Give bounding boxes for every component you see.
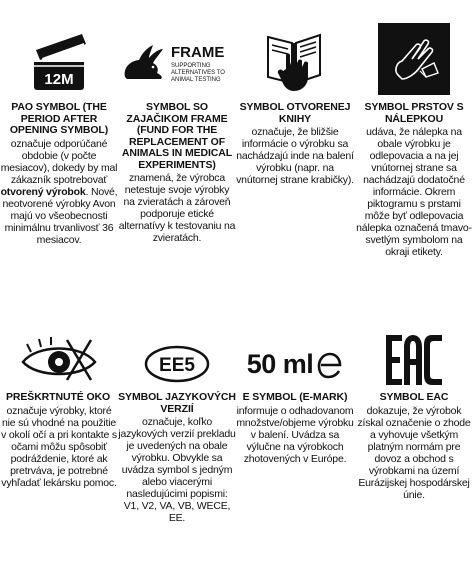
- frame-logo: [118, 26, 236, 98]
- open-book-hand-icon: [236, 26, 354, 98]
- rabbit-icon: [125, 45, 163, 79]
- pao-description: označuje odporúčané obdobie (v počte mesiacov), dokedy by mal zákazník spotrebovať otvorený výrobok. Nové, neotvorené výrobky Avon majú vo všeobecnosti minimálnu trvanlivosť 36 mesiacov.: [0, 137, 118, 246]
- eac-title: SYMBOL EAC: [379, 391, 449, 403]
- crossed-eye-title: PREŠKRTNUTÉ OKO: [6, 391, 111, 403]
- pao-emphasis: otvorený výrobok: [0, 185, 86, 198]
- e-mark-icon: [236, 340, 354, 388]
- peel-label-title: SYMBOL PRSTOV S NÁLEPKOU: [364, 101, 464, 125]
- frame-wordmark: FRAME: [171, 44, 225, 61]
- svg-text:ALTERNATIVES TO: ALTERNATIVES TO: [171, 70, 225, 76]
- peel-label-description: udáva, že nálepka na obale výrobku je odlepovacia a na jej vnútornej strane sa nachádzajú dodatočné informácie. Okrem piktogramu s prstami môže byť odlepovacia nálepka označená tmavo-svetlým symbolom na okraji etikety.: [356, 126, 472, 258]
- language-versions-cell: [118, 340, 236, 524]
- language-versions-description: označuje, koľko jazykových verzií prekladu je uvedených na obale výrobku. Obvykle sa uvádza symbol s jedným alebo viacerými nasledujúcimi popismi: V1, V2, VA, VB, WECE, EE.: [118, 416, 236, 524]
- eac-icon: [355, 332, 473, 388]
- eac-cell: [355, 332, 473, 501]
- svg-text:ANIMAL TESTING: ANIMAL TESTING: [171, 77, 221, 83]
- frame-symbol-cell: [118, 26, 236, 244]
- crossed-eye-icon: [0, 332, 118, 388]
- frame-title: SYMBOL SO ZAJAČIKOM FRAME (FUND FOR THE REPLACEMENT OF ANIMALS IN MEDICAL EXPERIMENTS): [121, 101, 233, 171]
- frame-description: znamená, že výrobca netestuje svoje výrobky na zvieratách a zároveň podporuje etické alternatívy k testovaniu na zvieratách.: [118, 172, 236, 244]
- open-book-cell: [236, 26, 354, 186]
- peel-label-cell: [355, 20, 473, 258]
- language-versions-title: SYMBOL JAZYKOVÝCH VERZIÍ: [118, 391, 236, 415]
- jar-months-label: 12M: [44, 71, 74, 88]
- e-mark-description: informuje o odhadovanom množstve/objeme výrobku v balení. Uvádza sa výlučne na výrobkoch zhotovených v Európe.: [236, 404, 354, 465]
- ee5-oval-icon: [118, 340, 236, 388]
- svg-text:SUPPORTING: SUPPORTING: [171, 63, 211, 69]
- open-book-title: SYMBOL OTVORENEJ KNIHY: [239, 101, 351, 125]
- eac-description: dokazuje, že výrobok získal označenie o zhode a vyhovuje všetkým platným normám pre dovoz a obchod s výrobkami na území Eurázijskej hospodárskej únie.: [357, 404, 471, 501]
- ee5-label: EE5: [159, 355, 195, 376]
- e-mark-cell: [236, 340, 354, 465]
- crossed-eye-cell: [0, 332, 118, 489]
- open-book-description: označuje, že bližšie informácie o výrobku sa nachádzajú inde na balení výrobku (napr. na vnútornej strane krabičky).: [236, 126, 354, 186]
- opened-jar-icon: [0, 26, 118, 98]
- finger-peel-label-icon: [355, 20, 473, 98]
- pao-title: PAO SYMBOL (THE PERIOD AFTER OPENING SYMBOL): [9, 101, 109, 136]
- volume-label: 50 ml: [246, 348, 314, 379]
- pao-symbol-cell: [0, 26, 118, 246]
- e-mark-title: E SYMBOL (E-MARK): [242, 391, 348, 403]
- crossed-eye-description: označuje výrobky, ktoré nie sú vhodné na použitie v okolí očí a pri kontakte s očami môžu spôsobiť podráždenie, ktoré ak pretrváva, je potrebné vyhľadať lekársku pomoc.: [1, 404, 117, 489]
